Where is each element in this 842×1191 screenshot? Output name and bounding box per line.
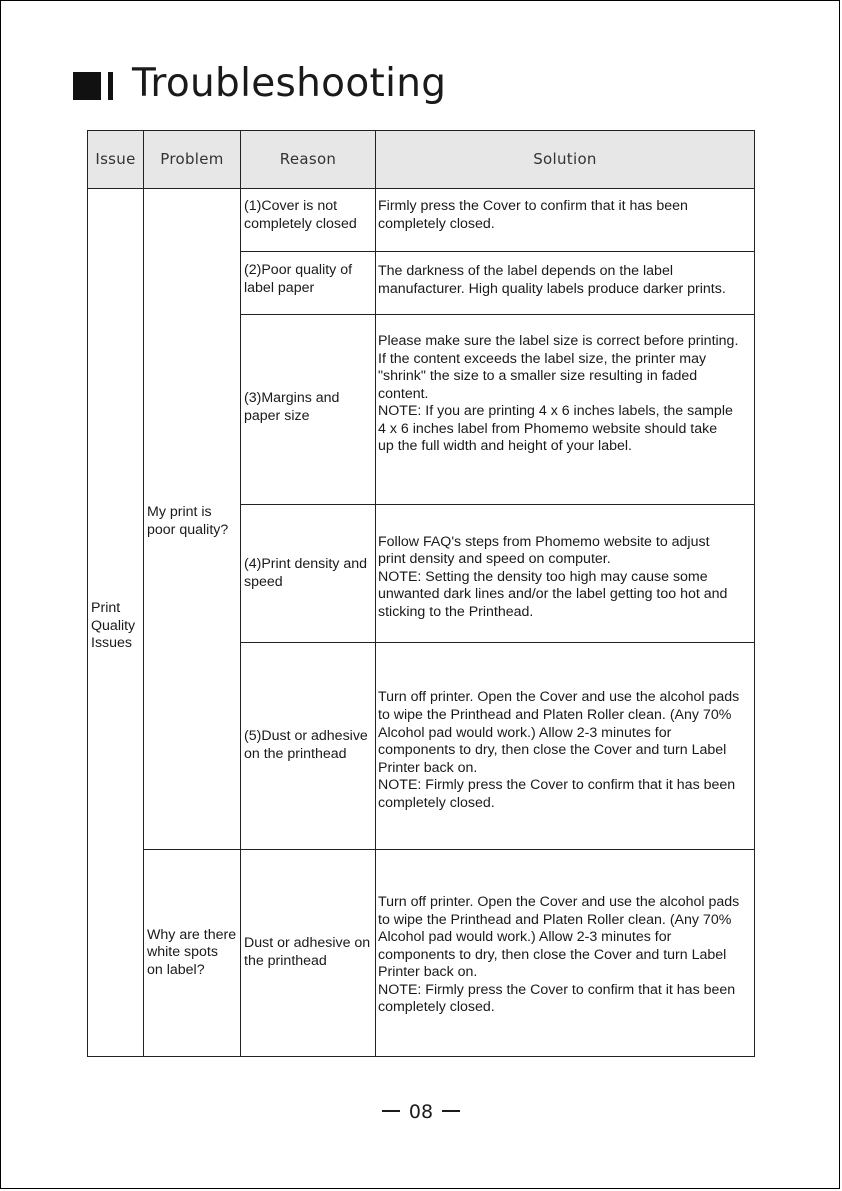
solution-cell: The darkness of the label depends on the label manufacturer. High quality labels produce darker prints.: [376, 252, 755, 315]
reason-cell: (4)Print density and speed: [241, 505, 376, 643]
page-number-dash-right: [442, 1110, 460, 1112]
title-block: [73, 58, 446, 108]
title-bar-icon: [108, 72, 113, 100]
problem-cell: My print is poor quality?: [144, 189, 241, 850]
reason-cell: Dust or adhesive on the printhead: [241, 850, 376, 1057]
table-row: [88, 850, 755, 1057]
reason-cell: (3)Margins and paper size: [241, 315, 376, 505]
header-issue: Issue: [88, 131, 144, 189]
page-number: [0, 1101, 842, 1123]
solution-cell: Follow FAQ's steps from Phomemo website to adjust print density and speed on computer. NOTE: Setting the density too high may cause some unwanted dark lines and/or the label getting too hot and sticking to the Printhead.: [376, 505, 755, 643]
table-header-row: [88, 131, 755, 189]
header-problem: Problem: [144, 131, 241, 189]
problem-cell: Why are there white spots on label?: [144, 850, 241, 1057]
reason-cell: (2)Poor quality of label paper: [241, 252, 376, 315]
page-number-dash-left: [382, 1110, 400, 1112]
reason-cell: (5)Dust or adhesive on the printhead: [241, 643, 376, 850]
solution-cell: Turn off printer. Open the Cover and use the alcohol pads to wipe the Printhead and Platen Roller clean. (Any 70% Alcohol pad would work.) Allow 2-3 minutes for components to dry, then close the Cover and turn Label Printer back on. NOTE: Firmly press the Cover to confirm that it has been completely closed.: [376, 643, 755, 850]
header-solution: Solution: [376, 131, 755, 189]
solution-cell: Turn off printer. Open the Cover and use the alcohol pads to wipe the Printhead and Platen Roller clean. (Any 70% Alcohol pad would work.) Allow 2-3 minutes for components to dry, then close the Cover and turn Label Printer back on. NOTE: Firmly press the Cover to confirm that it has been completely closed.: [376, 850, 755, 1057]
solution-cell: Firmly press the Cover to confirm that it has been completely closed.: [376, 189, 755, 252]
page-title: Troubleshooting: [132, 60, 447, 106]
header-reason: Reason: [241, 131, 376, 189]
issue-cell: Print Quality Issues: [88, 189, 144, 1057]
page-number-value: 08: [408, 1101, 434, 1123]
solution-cell: Please make sure the label size is correct before printing. If the content exceeds the label size, the printer may "shrink" the size to a smaller size resulting in faded content. NOTE: If you are printing 4 x 6 inches labels, the sample 4 x 6 inches label from Phomemo website should take up the full width and height of your label.: [376, 315, 755, 505]
reason-cell: (1)Cover is not completely closed: [241, 189, 376, 252]
troubleshooting-table: [87, 130, 755, 1057]
table-row: [88, 189, 755, 252]
title-square-icon: [73, 72, 101, 100]
